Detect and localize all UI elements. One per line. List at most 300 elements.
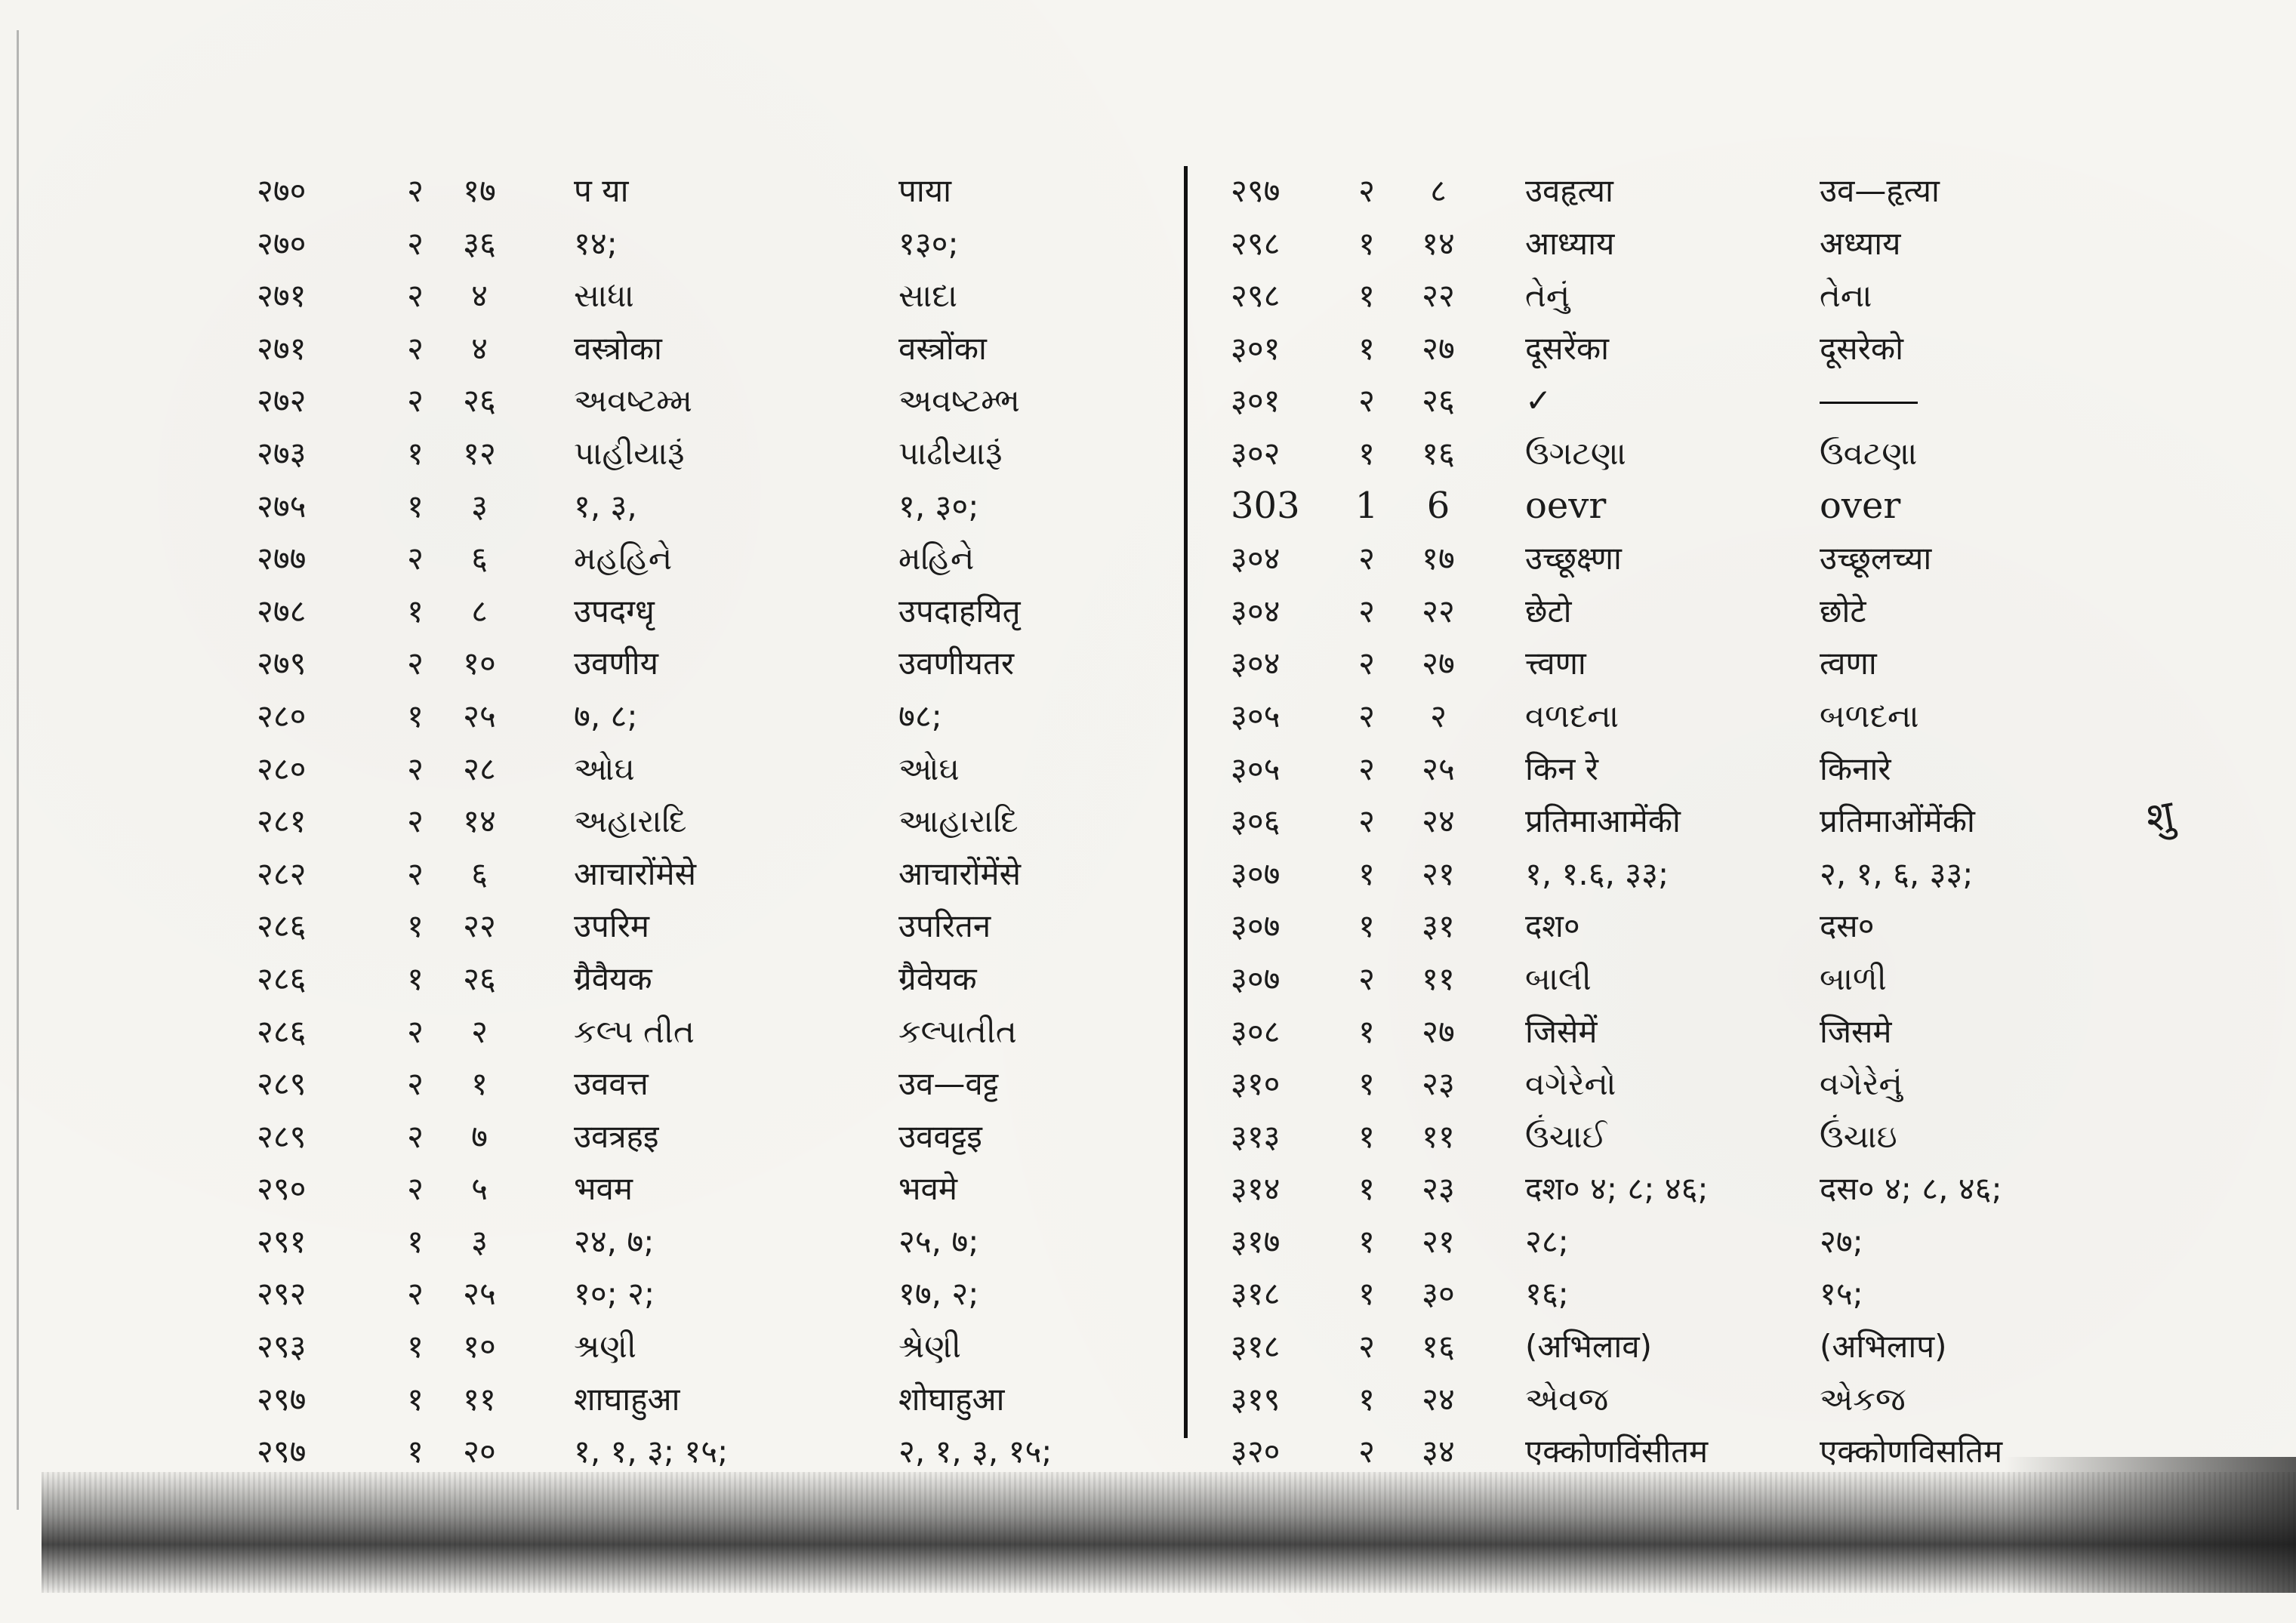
errata-row — [242, 427, 1170, 480]
page-number: ३०८ — [1231, 1012, 1281, 1050]
incorrect-text: १, १, ३; १५; — [574, 1433, 729, 1471]
line-number: ११ — [1422, 959, 1455, 997]
correct-text: ग्रैवेयक — [898, 959, 977, 997]
errata-row — [242, 690, 1170, 743]
column-number: २ — [407, 750, 424, 787]
incorrect-text: आचारोंमेसे — [574, 855, 697, 892]
page-number: २८६ — [257, 907, 307, 945]
line-number: २२ — [1422, 277, 1455, 315]
correct-text: ७८; — [898, 697, 942, 735]
incorrect-text: उवणीय — [574, 645, 658, 682]
correct-text: २, १, ६, ३३; — [1820, 855, 1974, 892]
page-number: ३२० — [1231, 1433, 1281, 1471]
line-number: १७ — [463, 172, 496, 209]
incorrect-text: (अभिलाव) — [1525, 1328, 1652, 1366]
column-number: २ — [407, 1117, 424, 1155]
column-number: २ — [1358, 592, 1375, 630]
line-number: १० — [463, 1328, 496, 1366]
errata-row — [1216, 1110, 2144, 1163]
line-number: ३० — [1422, 1275, 1455, 1313]
column-number: १ — [407, 592, 424, 630]
correct-text: १, ३०; — [898, 487, 979, 525]
page-number: २८९ — [257, 1065, 307, 1103]
column-number: २ — [1358, 382, 1375, 420]
line-number: २१ — [1422, 855, 1455, 892]
page-number: ३०७ — [1231, 959, 1281, 997]
incorrect-text: एक्कोणविंसीतम — [1525, 1433, 1709, 1471]
line-number: २२ — [1422, 592, 1455, 630]
page-number: ३१० — [1231, 1065, 1281, 1103]
line-number: ६ — [471, 540, 488, 577]
page-number: ३१८ — [1231, 1328, 1281, 1366]
column-number: १ — [1358, 1117, 1375, 1155]
correct-text: प्रतिमाओंमेंकी — [1820, 802, 1975, 840]
errata-row — [242, 217, 1170, 270]
column-number: १ — [1358, 907, 1375, 945]
errata-row — [242, 1215, 1170, 1268]
line-number: २ — [1430, 697, 1447, 735]
page-number: २९१ — [257, 1222, 307, 1260]
correct-text: વગેરેનું — [1820, 1065, 1903, 1103]
column-number: २ — [407, 224, 424, 262]
page-number: २९७ — [1231, 172, 1281, 209]
errata-row — [1216, 637, 2144, 690]
page-number: ३०१ — [1231, 329, 1281, 367]
incorrect-text: शाघाहुआ — [574, 1380, 680, 1418]
errata-row — [242, 900, 1170, 953]
incorrect-text: उपदग्धृ — [574, 592, 655, 630]
correct-text: સાદા — [898, 277, 958, 315]
incorrect-text: किन रे — [1525, 750, 1598, 787]
page-number: ३१३ — [1231, 1117, 1281, 1155]
page-number: २९८ — [1231, 277, 1281, 315]
correct-text: आचारोंमेंसे — [898, 855, 1022, 892]
incorrect-text: ✓ — [1525, 382, 1552, 420]
column-number: १ — [407, 1433, 424, 1471]
incorrect-text: તેનું — [1525, 277, 1570, 315]
column-number: १ — [1358, 329, 1375, 367]
line-number: १६ — [1422, 1328, 1455, 1366]
correct-text: अध्याय — [1820, 224, 1901, 262]
column-number: २ — [1358, 959, 1375, 997]
page-number: ३०५ — [1231, 750, 1281, 787]
column-number: २ — [407, 1065, 424, 1103]
line-number: ३६ — [463, 224, 496, 262]
correct-text: ઉંચાઇ — [1820, 1117, 1897, 1155]
errata-row — [1216, 165, 2144, 217]
incorrect-text: दश० ४; ८; ४६; — [1525, 1170, 1709, 1208]
line-number: २८ — [463, 750, 496, 787]
line-number: ११ — [463, 1380, 496, 1418]
incorrect-text: ઉગટણા — [1525, 434, 1626, 472]
errata-row — [242, 1267, 1170, 1320]
incorrect-text: ७, ८; — [574, 697, 638, 735]
errata-row — [242, 165, 1170, 217]
page-number: २८२ — [257, 855, 307, 892]
errata-row — [1216, 1058, 2144, 1110]
line-number: २५ — [463, 697, 496, 735]
column-number: १ — [407, 907, 424, 945]
errata-row — [242, 1163, 1170, 1215]
errata-column-left — [242, 165, 1170, 1478]
errata-row — [242, 1110, 1170, 1163]
page-number: 303 — [1231, 484, 1300, 527]
correct-text: બળદના — [1820, 697, 1919, 735]
incorrect-text: સાધા — [574, 277, 634, 315]
errata-row — [1216, 795, 2144, 848]
errata-row — [242, 1373, 1170, 1426]
errata-row — [1216, 269, 2144, 322]
correct-text: તેના — [1820, 277, 1872, 315]
column-number: २ — [407, 1275, 424, 1313]
correct-text: १३०; — [898, 224, 959, 262]
page-number: २७० — [257, 224, 307, 262]
line-number: २६ — [463, 382, 496, 420]
column-number: २ — [407, 802, 424, 840]
incorrect-text: जिसेमें — [1525, 1012, 1598, 1050]
incorrect-text: २४, ७; — [574, 1222, 655, 1260]
page-number: ३१७ — [1231, 1222, 1281, 1260]
errata-row — [242, 637, 1170, 690]
column-number: २ — [1358, 750, 1375, 787]
correct-text: किनारे — [1820, 750, 1891, 787]
incorrect-text: प या — [574, 172, 629, 209]
incorrect-text: प्रतिमाआमेंकी — [1525, 802, 1681, 840]
correct-text: त्वणा — [1820, 645, 1877, 682]
incorrect-text: छेटो — [1525, 592, 1572, 630]
column-number: १ — [407, 1222, 424, 1260]
correct-text: उव—हृत्या — [1820, 172, 1940, 209]
page-number: ३०२ — [1231, 434, 1281, 472]
incorrect-text: ग्रैवैयक — [574, 959, 652, 997]
column-number: १ — [1358, 1380, 1375, 1418]
page-number: २७१ — [257, 277, 307, 315]
page-number: २९८ — [1231, 224, 1281, 262]
correct-text: शोघाहुआ — [898, 1380, 1005, 1418]
page-number: २८० — [257, 697, 307, 735]
column-number: २ — [1358, 802, 1375, 840]
page-number: २९७ — [257, 1433, 307, 1471]
line-number: १२ — [463, 434, 496, 472]
line-number: २३ — [1422, 1065, 1455, 1103]
correct-text: पाया — [898, 172, 951, 209]
incorrect-text: १६; — [1525, 1275, 1569, 1313]
correct-text: બાળી — [1820, 959, 1887, 997]
errata-row — [1216, 217, 2144, 270]
errata-row — [242, 743, 1170, 796]
line-number: 6 — [1426, 484, 1450, 527]
page-number: ३१८ — [1231, 1275, 1281, 1313]
page-number: ३१४ — [1231, 1170, 1281, 1208]
errata-row — [1216, 1215, 2144, 1268]
column-number: १ — [1358, 1012, 1375, 1050]
errata-row — [1216, 585, 2144, 638]
column-number: १ — [1358, 277, 1375, 315]
incorrect-text: १४; — [574, 224, 618, 262]
correct-text: પાઢીયારૂં — [898, 434, 1003, 472]
line-number: ३१ — [1422, 907, 1455, 945]
errata-row — [242, 795, 1170, 848]
errata-row — [242, 953, 1170, 1006]
column-number: १ — [1358, 434, 1375, 472]
errata-row — [242, 374, 1170, 427]
column-number: १ — [1358, 855, 1375, 892]
line-number: २१ — [1422, 1222, 1455, 1260]
correct-text: दूसरेको — [1820, 329, 1904, 367]
line-number: २ — [471, 1012, 488, 1050]
incorrect-text: १०; २; — [574, 1275, 655, 1313]
incorrect-text: વળદના — [1525, 697, 1619, 735]
column-number: २ — [407, 172, 424, 209]
page-number: २९३ — [257, 1328, 307, 1366]
errata-row — [242, 480, 1170, 533]
correct-text: શ્રેણી — [898, 1328, 961, 1366]
line-number: २३ — [1422, 1170, 1455, 1208]
correct-text: (अभिलाप) — [1820, 1328, 1947, 1366]
correct-text: उपरितन — [898, 907, 991, 945]
incorrect-text: પાહીયારૂં — [574, 434, 685, 472]
line-number: ३ — [471, 1222, 488, 1260]
correct-text: उवणीयतर — [898, 645, 1015, 682]
errata-row — [1216, 374, 2144, 427]
page-number: २८० — [257, 750, 307, 787]
column-number: २ — [1358, 172, 1375, 209]
errata-row — [242, 1058, 1170, 1110]
line-number: २४ — [1422, 802, 1455, 840]
incorrect-text: उवहृत्या — [1525, 172, 1613, 209]
errata-row — [1216, 848, 2144, 901]
incorrect-text: १, १.६, ३३; — [1525, 855, 1669, 892]
column-number: १ — [407, 1328, 424, 1366]
incorrect-text: અહારાદિ — [574, 802, 687, 840]
column-number: २ — [407, 1170, 424, 1208]
margin-mark: शु — [2142, 790, 2178, 842]
page-number: ३१९ — [1231, 1380, 1281, 1418]
correct-text: અવષ્ટમ્ભ — [898, 382, 1020, 420]
page-number: ३०४ — [1231, 592, 1281, 630]
correct-text: કલ્પાતીત — [898, 1012, 1017, 1050]
scan-shadow-band — [42, 1472, 2296, 1593]
line-number: २७ — [1422, 645, 1455, 682]
errata-row — [242, 322, 1170, 375]
page-number: २७३ — [257, 434, 307, 472]
correct-text: उव—वट्ट — [898, 1065, 999, 1103]
errata-row — [242, 269, 1170, 322]
page-number: २७५ — [257, 487, 307, 525]
errata-row — [1216, 1373, 2144, 1426]
line-number: १४ — [463, 802, 496, 840]
page-edge-line — [17, 30, 19, 1510]
errata-row — [242, 585, 1170, 638]
line-number: २० — [463, 1433, 496, 1471]
correct-text: उच्छूलच्या — [1820, 540, 1932, 577]
incorrect-text: અવષ્ટમ્મ — [574, 382, 692, 420]
page-number: २७१ — [257, 329, 307, 367]
line-number: २२ — [463, 907, 496, 945]
correct-text: એકજ — [1820, 1380, 1906, 1418]
correct-text: उपदाहयितृ — [898, 592, 1021, 630]
incorrect-text: મહહિને — [574, 540, 673, 577]
line-number: २६ — [1422, 382, 1455, 420]
page-number: २७९ — [257, 645, 307, 682]
page-number: ३०७ — [1231, 907, 1281, 945]
page-number: २८६ — [257, 1012, 307, 1050]
column-divider — [1184, 166, 1188, 1438]
errata-row — [1216, 900, 2144, 953]
column-number: २ — [1358, 540, 1375, 577]
column-number: १ — [407, 697, 424, 735]
column-number: २ — [407, 540, 424, 577]
errata-row — [1216, 1163, 2144, 1215]
incorrect-text: आध्याय — [1525, 224, 1615, 262]
errata-row — [1216, 427, 2144, 480]
column-number: 1 — [1354, 484, 1379, 527]
errata-row — [1216, 480, 2144, 533]
line-number: ७ — [471, 1117, 488, 1155]
page-number: २७८ — [257, 592, 307, 630]
page-number: ३०४ — [1231, 540, 1281, 577]
line-number: ६ — [471, 855, 488, 892]
line-number: ११ — [1422, 1117, 1455, 1155]
column-number: १ — [1358, 1065, 1375, 1103]
errata-row — [1216, 1320, 2144, 1373]
incorrect-text: वस्त्रोका — [574, 329, 662, 367]
column-number: १ — [1358, 1222, 1375, 1260]
page-number: ३०७ — [1231, 855, 1281, 892]
errata-row — [1216, 322, 2144, 375]
column-number: २ — [407, 382, 424, 420]
column-number: २ — [407, 277, 424, 315]
column-number: २ — [1358, 697, 1375, 735]
page-number: २७७ — [257, 540, 307, 577]
correct-text: આહારાદિ — [898, 802, 1019, 840]
incorrect-text: १, ३, — [574, 487, 637, 525]
correct-text: छोटे — [1820, 592, 1866, 630]
column-number: १ — [1358, 1275, 1375, 1313]
line-number: १६ — [1422, 434, 1455, 472]
line-number: २६ — [463, 959, 496, 997]
line-number: १७ — [1422, 540, 1455, 577]
page-number: ३०१ — [1231, 382, 1281, 420]
correct-text: २, १, ३, १५; — [898, 1433, 1052, 1471]
errata-row — [1216, 1267, 2144, 1320]
incorrect-text: उवत्रहइ — [574, 1117, 659, 1155]
page-number: २८१ — [257, 802, 307, 840]
line-number: २७ — [1422, 329, 1455, 367]
correct-text: ઓઘ — [898, 750, 960, 787]
incorrect-text: એવજ — [1525, 1380, 1609, 1418]
line-number: ४ — [471, 277, 488, 315]
correct-text: दस० ४; ८, ४६; — [1820, 1170, 2002, 1208]
incorrect-text: उववत्त — [574, 1065, 649, 1103]
correct-text: दस० — [1820, 907, 1875, 945]
errata-column-right — [1216, 165, 2144, 1478]
correct-text: over — [1820, 484, 1901, 527]
incorrect-text: दश० — [1525, 907, 1580, 945]
column-number: २ — [407, 645, 424, 682]
correct-text: २७; — [1820, 1222, 1863, 1260]
correct-text: મહિને — [898, 540, 975, 577]
line-number: १४ — [1422, 224, 1455, 262]
column-number: १ — [407, 1380, 424, 1418]
line-number: ८ — [1430, 172, 1447, 209]
page-number: २७२ — [257, 382, 307, 420]
errata-row — [242, 1320, 1170, 1373]
errata-row — [242, 1425, 1170, 1478]
incorrect-text: त्त्वणा — [1525, 645, 1586, 682]
incorrect-text: ઉંચાઈ — [1525, 1117, 1607, 1155]
correct-text: जिसमे — [1820, 1012, 1892, 1050]
line-number: ४ — [471, 329, 488, 367]
column-number: २ — [407, 329, 424, 367]
correct-text: एक्कोणविसतिम — [1820, 1433, 2003, 1471]
incorrect-text: બાલી — [1525, 959, 1592, 997]
column-number: २ — [1358, 645, 1375, 682]
line-number: ५ — [471, 1170, 488, 1208]
column-number: १ — [407, 487, 424, 525]
column-number: २ — [407, 855, 424, 892]
errata-row — [1216, 953, 2144, 1006]
page-number: २९२ — [257, 1275, 307, 1313]
line-number: २५ — [463, 1275, 496, 1313]
line-number: १ — [471, 1065, 488, 1103]
incorrect-text: भवम — [574, 1170, 633, 1208]
correct-text: २५, ७; — [898, 1222, 979, 1260]
column-number: १ — [1358, 224, 1375, 262]
line-number: २४ — [1422, 1380, 1455, 1418]
incorrect-text: उच्छूक्ष्णा — [1525, 540, 1622, 577]
column-number: २ — [1358, 1328, 1375, 1366]
errata-row — [242, 532, 1170, 585]
page-number: २८६ — [257, 959, 307, 997]
page-number: ३०५ — [1231, 697, 1281, 735]
errata-row — [1216, 532, 2144, 585]
page-number: ३०६ — [1231, 802, 1281, 840]
incorrect-text: उपरिम — [574, 907, 650, 945]
correct-text: १७, २; — [898, 1275, 979, 1313]
incorrect-text: ઓઘ — [574, 750, 635, 787]
line-number: २५ — [1422, 750, 1455, 787]
line-number: १० — [463, 645, 496, 682]
incorrect-text: કલ્પ તીત — [574, 1012, 695, 1050]
correct-text: ઉવટણા — [1820, 434, 1918, 472]
column-number: १ — [407, 434, 424, 472]
errata-row — [242, 848, 1170, 901]
correct-text: वस्त्रोंका — [898, 329, 987, 367]
errata-row — [1216, 690, 2144, 743]
line-number: ३४ — [1422, 1433, 1455, 1471]
blank-dash — [1820, 374, 1918, 427]
incorrect-text: oevr — [1525, 484, 1607, 527]
incorrect-text: વગેરેનો — [1525, 1065, 1616, 1103]
page-number: २९० — [257, 1170, 307, 1208]
page-number: २८९ — [257, 1117, 307, 1155]
correct-text: १५; — [1820, 1275, 1863, 1313]
incorrect-text: २८; — [1525, 1222, 1569, 1260]
column-number: १ — [407, 959, 424, 997]
column-number: २ — [1358, 1433, 1375, 1471]
page-number: २७० — [257, 172, 307, 209]
correct-text: भवमे — [898, 1170, 957, 1208]
incorrect-text: શ્રણી — [574, 1328, 636, 1366]
errata-row — [1216, 743, 2144, 796]
line-number: ३ — [471, 487, 488, 525]
incorrect-text: दूसरेंका — [1525, 329, 1610, 367]
column-number: २ — [407, 1012, 424, 1050]
line-number: २७ — [1422, 1012, 1455, 1050]
page-number: ३०४ — [1231, 645, 1281, 682]
correct-text: उववट्टइ — [898, 1117, 982, 1155]
